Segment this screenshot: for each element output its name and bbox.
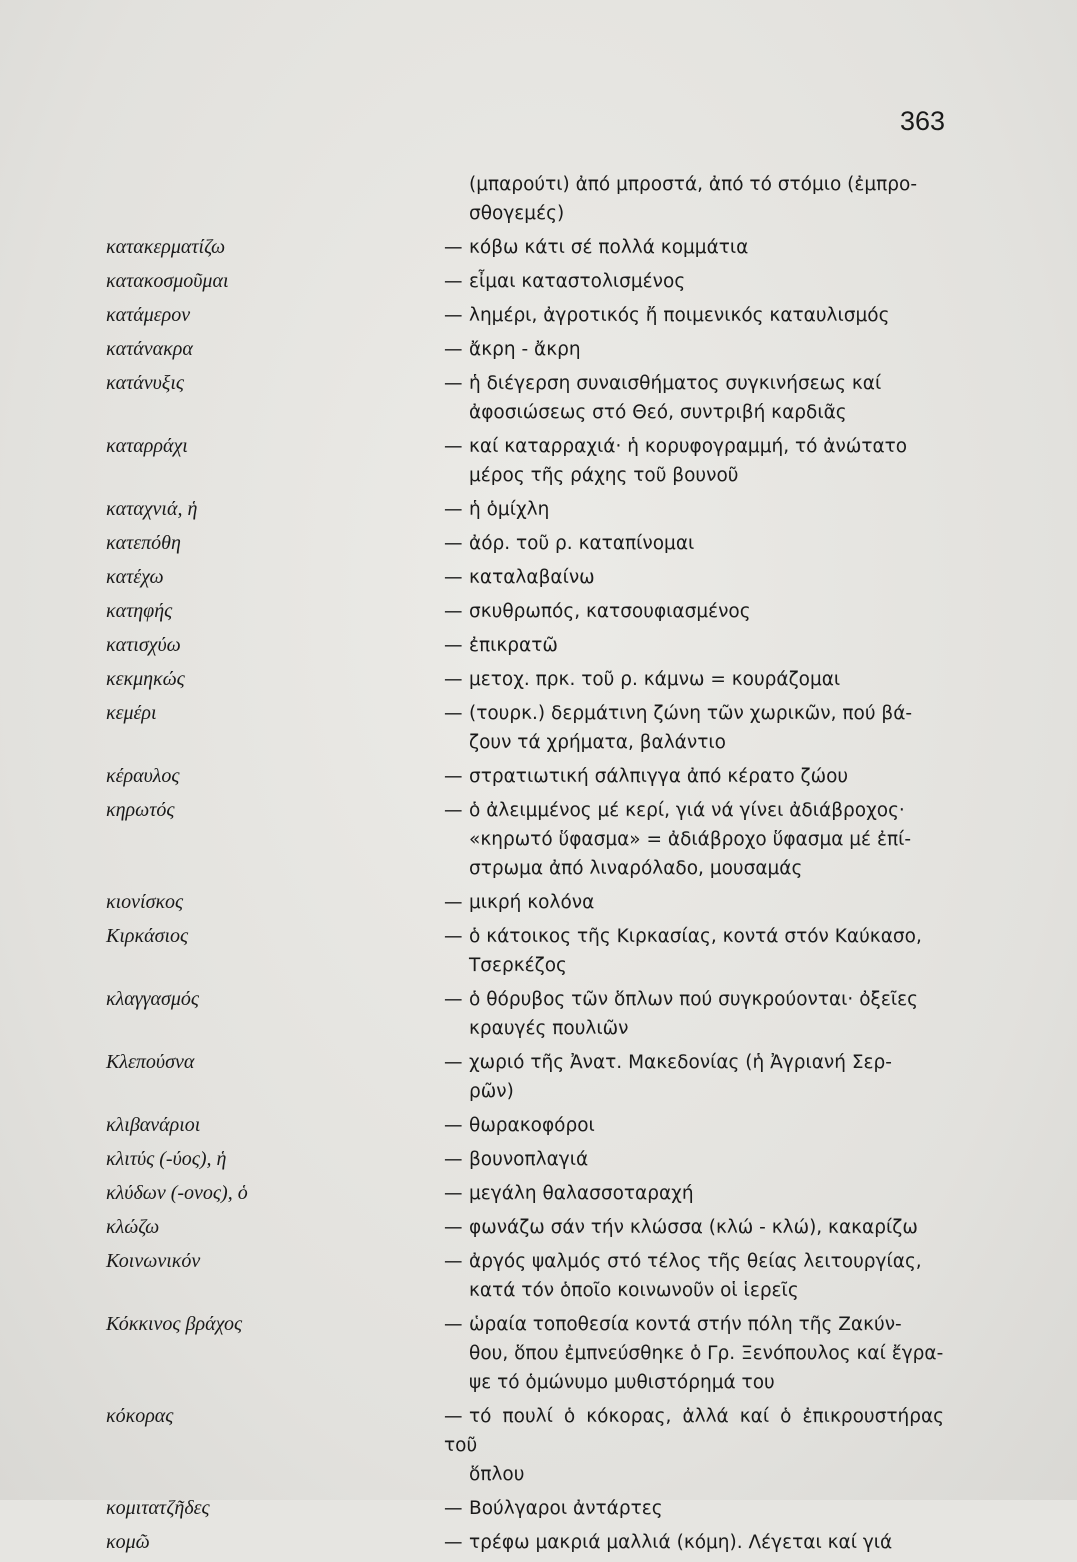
entry-definition [444, 170, 944, 228]
entry-headword: κατάνυξις [106, 372, 185, 394]
definition-dash: — [444, 635, 463, 656]
entry-definition [444, 529, 944, 558]
definition-line [444, 1276, 944, 1305]
entry-headword: κατακερματίζω [106, 236, 226, 258]
definition-line [444, 267, 944, 296]
entry-headword: κατεπόθη [106, 532, 181, 554]
entry-definition [444, 301, 944, 330]
entry-headword: κέραυλος [106, 765, 180, 787]
definition-line [444, 199, 944, 228]
glossary-entry [0, 985, 1077, 1043]
definition-line [444, 335, 944, 364]
definition-text: μικρή κολόνα [469, 892, 595, 913]
definition-line [444, 762, 944, 791]
definition-line [444, 597, 944, 626]
definition-text: ὁ θόρυβος τῶν ὅπλων πού συγκρούονται· ὀξεῖες [469, 989, 918, 1010]
definition-line [444, 1460, 944, 1489]
entry-headword: κατέχω [106, 566, 164, 588]
definition-text: βουνοπλαγιά [469, 1149, 589, 1170]
glossary-entry [0, 233, 1077, 262]
definition-text: στρωμα ἀπό λιναρόλαδο, μουσαμάς [469, 858, 803, 879]
definition-text: μέρος τῆς ράχης τοῦ βουνοῦ [469, 465, 739, 486]
entry-definition [444, 888, 944, 917]
definition-text: λημέρι, ἀγροτικός ἤ ποιμενικός καταυλισμός [469, 305, 890, 326]
definition-line [444, 563, 944, 592]
entry-definition [444, 1145, 944, 1174]
definition-line [444, 170, 944, 199]
glossary-entry [0, 888, 1077, 917]
definition-line [444, 432, 944, 461]
definition-dash: — [444, 926, 463, 947]
definition-text: μετοχ. πρκ. τοῦ ρ. κάμνω = κουράζομαι [469, 669, 841, 690]
glossary-entry [0, 597, 1077, 626]
definition-line [444, 1528, 944, 1557]
definition-dash: — [444, 601, 463, 622]
definition-line [444, 1247, 944, 1276]
glossary-entry [0, 1494, 1077, 1523]
definition-text: κόβω κάτι σέ πολλά κομμάτια [469, 237, 749, 258]
definition-text: τρέφω μακριά μαλλιά (κόμη). Λέγεται καί γιά [469, 1532, 893, 1553]
definition-text: ἀργός ψαλμός στό τέλος τῆς θείας λειτουργίας, [469, 1251, 922, 1272]
definition-text: ἀόρ. τοῦ ρ. καταπίνομαι [469, 533, 695, 554]
definition-text: θου, ὅπου ἐμπνεύσθηκε ὁ Γρ. Ξενόπουλος καί ἔγρα- [469, 1343, 944, 1364]
definition-text: ὁ ἀλειμμένος μέ κερί, γιά νά γίνει ἀδιάβροχος· [469, 800, 905, 821]
entry-headword: κομῶ [106, 1531, 150, 1553]
definition-line [444, 1368, 944, 1397]
definition-text: ρῶν) [469, 1081, 514, 1102]
definition-text: ζουν τά χρήματα, βαλάντιο [469, 732, 726, 753]
definition-dash: — [444, 1217, 463, 1238]
definition-dash: — [444, 305, 463, 326]
definition-line [444, 1077, 944, 1106]
entry-definition [444, 699, 944, 757]
glossary-entry [0, 267, 1077, 296]
definition-line [444, 1310, 944, 1339]
entry-definition [444, 495, 944, 524]
definition-line [444, 1339, 944, 1368]
definition-line [444, 461, 944, 490]
definition-line [444, 529, 944, 558]
definition-dash: — [444, 800, 463, 821]
entry-definition [444, 233, 944, 262]
definition-line [444, 922, 944, 951]
entry-definition [444, 665, 944, 694]
glossary-entry [0, 922, 1077, 980]
definition-text: ἡ διέγερση συναισθήματος συγκινήσεως καί [469, 373, 882, 394]
entry-definition [444, 1310, 944, 1397]
definition-line [444, 1145, 944, 1174]
definition-dash: — [444, 436, 463, 457]
entry-definition [444, 1402, 944, 1489]
glossary-entry [0, 1528, 1077, 1557]
entry-headword: κατάμερον [106, 304, 191, 326]
glossary-entry [0, 1179, 1077, 1208]
definition-text: «κηρωτό ὕφασμα» = ἀδιάβροχο ὕφασμα μέ ἐπί- [469, 829, 912, 850]
glossary-entry [0, 1402, 1077, 1489]
definition-text: χωριό τῆς Ἀνατ. Μακεδονίας (ἡ Ἀγριανή Σερ- [469, 1052, 892, 1073]
glossary-entry [0, 1111, 1077, 1140]
glossary-entry [0, 1048, 1077, 1106]
definition-text: ἐπικρατῶ [469, 635, 558, 656]
entry-definition [444, 335, 944, 364]
definition-dash: — [444, 1115, 463, 1136]
definition-text: σκυθρωπός, κατσουφιασμένος [469, 601, 751, 622]
entry-headword: Κόκκινος βράχος [106, 1313, 243, 1335]
definition-text: κραυγές πουλιῶν [469, 1018, 629, 1039]
definition-dash: — [444, 989, 463, 1010]
definition-line [444, 1213, 944, 1242]
entry-definition [444, 267, 944, 296]
definition-text: καταλαβαίνω [469, 567, 595, 588]
definition-dash: — [444, 1251, 463, 1272]
entry-definition [444, 922, 944, 980]
glossary-entry [0, 1213, 1077, 1242]
definition-line [444, 301, 944, 330]
entry-definition [444, 1111, 944, 1140]
definition-text: καί καταρραχιά· ἡ κορυφογραμμή, τό ἀνώτατο [469, 436, 908, 457]
entry-headword: κόκορας [106, 1405, 174, 1427]
glossary-entry [0, 301, 1077, 330]
definition-dash: — [444, 766, 463, 787]
entry-definition [444, 369, 944, 427]
entry-definition [444, 1247, 944, 1305]
definition-line [444, 854, 944, 883]
definition-line [444, 796, 944, 825]
definition-text: φωνάζω σάν τήν κλώσσα (κλώ - κλώ), κακαρίζω [469, 1217, 918, 1238]
definition-text: στρατιωτική σάλπιγγα ἀπό κέρατο ζώου [469, 766, 849, 787]
definition-dash: — [444, 373, 463, 394]
definition-text: σθογεμές) [469, 203, 565, 224]
entry-headword: καταρράχι [106, 435, 188, 457]
entry-definition [444, 631, 944, 660]
definition-dash: — [444, 669, 463, 690]
glossary-entry [0, 762, 1077, 791]
definition-dash: — [444, 703, 463, 724]
entry-definition [444, 985, 944, 1043]
glossary-entry [0, 1145, 1077, 1174]
definition-dash: — [444, 271, 463, 292]
definition-text: ὁ κάτοικος τῆς Κιρκασίας, κοντά στόν Καύκασο, [469, 926, 922, 947]
definition-line [444, 369, 944, 398]
entry-headword: κλιτύς (-ύος), ἡ [106, 1148, 227, 1170]
entry-definition [444, 1528, 944, 1557]
entry-headword: Κλεπούσνα [106, 1051, 195, 1073]
definition-text: (μπαρούτι) ἀπό μπροστά, ἀπό τό στόμιο (ἐμπρο- [469, 174, 918, 195]
entry-headword: κομιτατζῆδες [106, 1497, 210, 1519]
entry-headword: Κοινωνικόν [106, 1250, 201, 1272]
definition-line [444, 888, 944, 917]
definition-line [444, 1494, 944, 1523]
glossary-entry [0, 699, 1077, 757]
definition-line [444, 1111, 944, 1140]
definition-line [444, 1402, 944, 1460]
glossary-entry [0, 335, 1077, 364]
definition-line [444, 631, 944, 660]
glossary-entry [0, 1310, 1077, 1397]
entry-headword: κατισχύω [106, 634, 181, 656]
definition-text: μεγάλη θαλασσοταραχή [469, 1183, 694, 1204]
entry-headword: κιονίσκος [106, 891, 184, 913]
definition-dash: — [444, 1498, 463, 1519]
entry-definition [444, 1494, 944, 1523]
definition-text: ἀφοσιώσεως στό Θεό, συντριβή καρδιᾶς [469, 402, 847, 423]
entry-headword: κεκμηκώς [106, 668, 185, 690]
definition-dash: — [444, 567, 463, 588]
definition-line [444, 699, 944, 728]
definition-dash: — [444, 339, 463, 360]
entry-headword: κλύδων (-ονος), ὁ [106, 1182, 248, 1204]
entry-definition [444, 563, 944, 592]
entry-definition [444, 1179, 944, 1208]
entry-headword: κατηφής [106, 600, 173, 622]
entry-headword: κατακοσμοῦμαι [106, 270, 229, 292]
page-number: 363 [900, 106, 946, 136]
definition-text: θωρακοφόροι [469, 1115, 595, 1136]
definition-text: ὡραία τοποθεσία κοντά στήν πόλη τῆς Ζακύν- [469, 1314, 902, 1335]
entry-headword: κλιβανάριοι [106, 1114, 201, 1136]
definition-text: ἄκρη - ἄκρη [469, 339, 581, 360]
definition-text: ψε τό ὁμώνυμο μυθιστόρημά του [469, 1372, 775, 1393]
entry-definition [444, 762, 944, 791]
definition-text: Βούλγαροι ἀντάρτες [469, 1498, 663, 1519]
definition-text: τό πουλί ὁ κόκορας, ἀλλά καί ὁ ἐπικρουστήρας τοῦ [444, 1406, 944, 1456]
definition-line [444, 951, 944, 980]
definition-line [444, 665, 944, 694]
definition-line [444, 1048, 944, 1077]
definition-dash: — [444, 533, 463, 554]
entry-headword: κεμέρι [106, 702, 157, 724]
definition-dash: — [444, 1183, 463, 1204]
entry-definition [444, 597, 944, 626]
definition-text: ἡ ὁμίχλη [469, 499, 550, 520]
entry-headword: κλώζω [106, 1216, 160, 1238]
definition-dash: — [444, 1406, 463, 1427]
entry-definition [444, 432, 944, 490]
definition-text: κατά τόν ὁποῖο κοινωνοῦν οἱ ἱερεῖς [469, 1280, 799, 1301]
definition-line [444, 233, 944, 262]
definition-text: Τσερκέζος [469, 955, 567, 976]
entry-definition [444, 1048, 944, 1106]
definition-dash: — [444, 1314, 463, 1335]
glossary-entry [0, 529, 1077, 558]
glossary-entry [0, 1247, 1077, 1305]
definition-line [444, 1179, 944, 1208]
glossary-entry [0, 369, 1077, 427]
definition-dash: — [444, 1149, 463, 1170]
glossary-entry [0, 170, 1077, 228]
entry-headword: κλαγγασμός [106, 988, 200, 1010]
definition-dash: — [444, 237, 463, 258]
definition-line [444, 495, 944, 524]
entry-headword: Κιρκάσιος [106, 925, 189, 947]
definition-dash: — [444, 1532, 463, 1553]
entry-headword: καταχνιά, ἡ [106, 498, 198, 520]
definition-line [444, 728, 944, 757]
definition-line [444, 985, 944, 1014]
definition-text: ὅπλου [469, 1464, 525, 1485]
definition-text: (τουρκ.) δερμάτινη ζώνη τῶν χωρικῶν, πού βά- [469, 703, 913, 724]
entry-definition [444, 1213, 944, 1242]
glossary-entry [0, 631, 1077, 660]
definition-line [444, 398, 944, 427]
glossary-entry [0, 432, 1077, 490]
definition-dash: — [444, 1052, 463, 1073]
definition-line [444, 1014, 944, 1043]
glossary-entry [0, 665, 1077, 694]
definition-dash: — [444, 499, 463, 520]
definition-text: εἶμαι καταστολισμένος [469, 271, 686, 292]
definition-line [444, 825, 944, 854]
entry-headword: κατάνακρα [106, 338, 193, 360]
glossary-list [0, 170, 1077, 1562]
entry-headword: κηρωτός [106, 799, 175, 821]
glossary-entry [0, 796, 1077, 883]
glossary-entry [0, 563, 1077, 592]
glossary-entry [0, 495, 1077, 524]
entry-definition [444, 796, 944, 883]
definition-dash: — [444, 892, 463, 913]
